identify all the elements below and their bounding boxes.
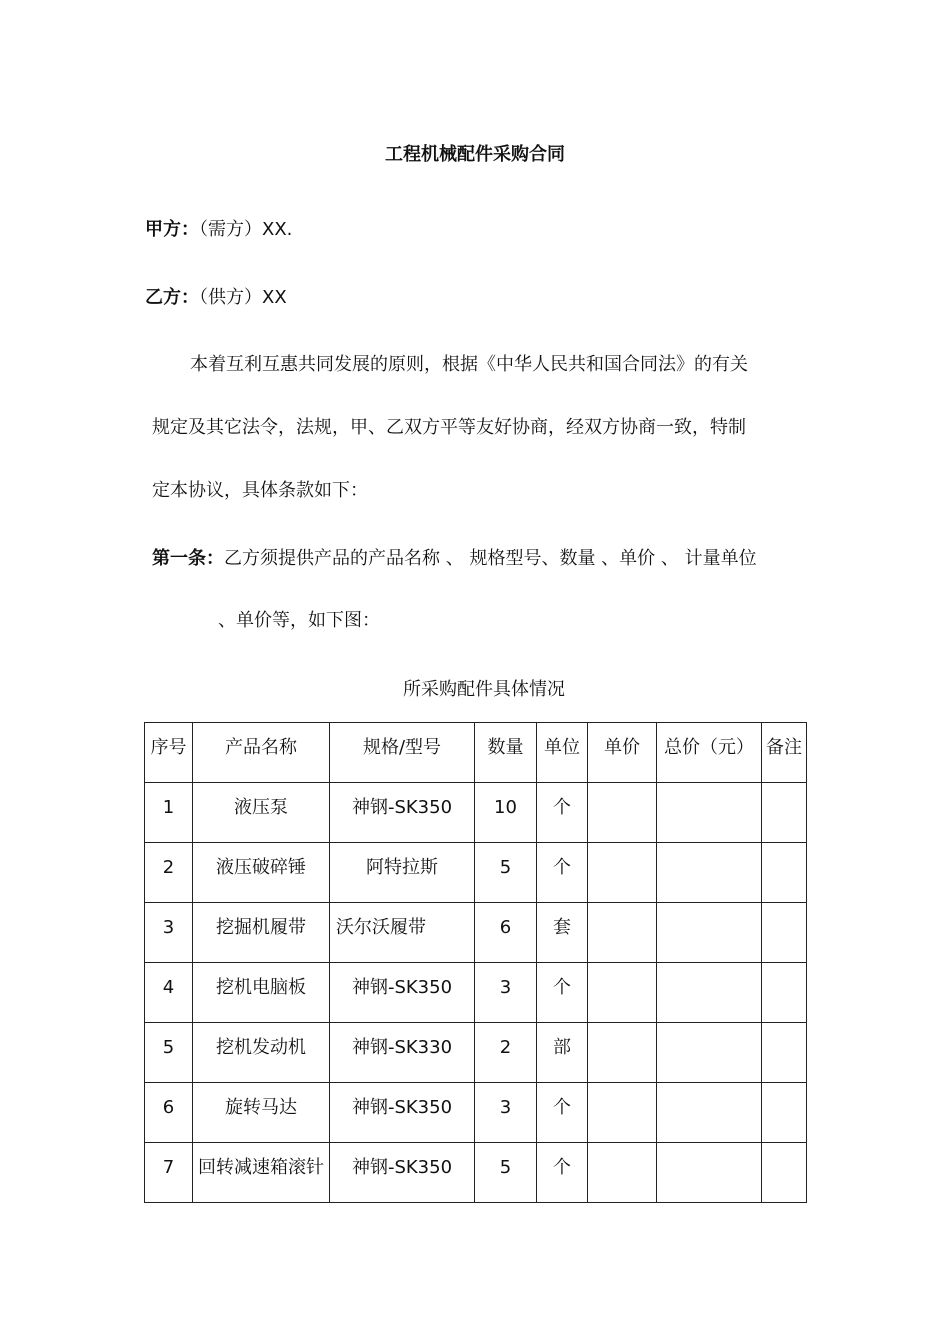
cell-text: 个 [553,1157,571,1178]
cell-text: 3 [499,1097,512,1118]
cell-text [588,963,656,979]
cell-text [657,1083,761,1099]
party-a-value: （需方）XX. [199,219,293,240]
article-1-continuation: 、单价等，如下图： [218,610,380,631]
cell-text [588,1023,656,1039]
cell-total-price [657,783,762,843]
cell-quantity [475,1143,537,1203]
article-1-text: 乙方须提供产品的产品名称 、 规格型号、数量 、单价 、 计量单位 [224,548,757,569]
cell-quantity [475,903,537,963]
cell-unit [537,963,588,1023]
party-a-label: 甲方： [145,219,199,240]
cell-unit-price [588,1083,657,1143]
article-1 [152,544,757,570]
cell-remark [762,903,807,963]
cell-text: 挖机发动机 [216,1037,306,1058]
header-label: 单价 [604,737,640,758]
cell-unit [537,843,588,903]
cell-text [657,843,761,859]
cell-text [762,1023,806,1039]
cell-text: 5 [499,857,512,878]
cell-total-price [657,843,762,903]
cell-text [762,1143,806,1159]
cell-index [145,843,193,903]
cell-text: 神钢-SK330 [351,1037,453,1058]
header-label: 总价（元） [664,737,754,758]
cell-spec [330,843,475,903]
cell-index [145,1023,193,1083]
cell-unit-price [588,1143,657,1203]
cell-unit-price [588,1023,657,1083]
cell-text: 2 [162,857,175,878]
cell-unit [537,1083,588,1143]
intro-line: 本着互利互惠共同发展的原则，根据《中华人民共和国合同法》的有关 [190,354,748,375]
table-row [145,783,807,843]
cell-unit [537,1023,588,1083]
cell-text: 沃尔沃履带 [336,917,426,938]
cell-text [762,1083,806,1099]
cell-text: 个 [553,977,571,998]
cell-unit [537,1143,588,1203]
cell-text: 4 [162,977,175,998]
header-total-price [657,723,762,783]
cell-unit-price [588,903,657,963]
cell-index [145,903,193,963]
cell-text: 3 [162,917,175,938]
cell-index [145,1083,193,1143]
cell-spec [330,783,475,843]
cell-text: 3 [499,977,512,998]
cell-text: 个 [553,1097,571,1118]
cell-text: 套 [553,917,571,938]
cell-text: 挖机电脑板 [216,977,306,998]
cell-remark [762,963,807,1023]
cell-text: 神钢-SK350 [351,1097,453,1118]
cell-text: 6 [499,917,512,938]
cell-text: 1 [162,797,175,818]
cell-text [588,903,656,919]
cell-text [657,903,761,919]
header-label: 备注 [766,737,802,758]
party-a [145,215,292,241]
cell-remark [762,1083,807,1143]
cell-text [762,843,806,859]
cell-text [762,903,806,919]
cell-text: 液压破碎锤 [216,857,306,878]
cell-index [145,963,193,1023]
header-unit [537,723,588,783]
cell-text: 阿特拉斯 [366,857,438,878]
parts-table [144,722,807,1203]
cell-text: 2 [499,1037,512,1058]
cell-text [657,783,761,799]
cell-total-price [657,963,762,1023]
cell-text [588,1143,656,1159]
table-row [145,1023,807,1083]
header-product-name [193,723,330,783]
document-title: 工程机械配件采购合同 [385,144,565,165]
cell-index [145,1143,193,1203]
party-b [145,283,287,309]
header-label: 序号 [150,737,187,758]
cell-unit-price [588,963,657,1023]
cell-product-name [193,843,330,903]
header-label: 数量 [487,737,524,758]
cell-product-name [193,963,330,1023]
cell-spec [330,1023,475,1083]
cell-quantity [475,783,537,843]
table-row [145,903,807,963]
cell-product-name [193,1143,330,1203]
cell-total-price [657,903,762,963]
cell-total-price [657,1083,762,1143]
cell-text: 部 [553,1037,571,1058]
cell-text: 挖掘机履带 [216,917,306,938]
intro-line: 定本协议，具体条款如下： [152,480,368,501]
cell-text: 10 [494,797,517,818]
cell-remark [762,1143,807,1203]
cell-unit [537,903,588,963]
cell-text: 7 [162,1157,175,1178]
cell-product-name [193,1083,330,1143]
cell-text [588,843,656,859]
header-quantity [475,723,537,783]
cell-quantity [475,1023,537,1083]
cell-text: 5 [499,1157,512,1178]
table-row [145,843,807,903]
cell-text: 5 [162,1037,175,1058]
cell-text: 6 [162,1097,175,1118]
cell-unit-price [588,783,657,843]
intro-line: 规定及其它法令，法规，甲、乙双方平等友好协商，经双方协商一致，特制 [152,417,746,438]
cell-text: 神钢-SK350 [351,977,453,998]
cell-total-price [657,1143,762,1203]
table-row [145,1083,807,1143]
cell-text: 回转减速箱滚针 [198,1157,324,1178]
header-remark [762,723,807,783]
cell-product-name [193,1023,330,1083]
cell-text: 神钢-SK350 [351,797,453,818]
cell-text [588,783,656,799]
header-spec [330,723,475,783]
cell-unit [537,783,588,843]
header-label: 规格/型号 [362,737,442,758]
cell-text [588,1083,656,1099]
cell-text [657,1023,761,1039]
cell-product-name [193,783,330,843]
table-caption: 所采购配件具体情况 [403,679,565,700]
cell-text: 液压泵 [234,797,288,818]
cell-product-name [193,903,330,963]
table-row [145,1143,807,1203]
cell-spec [330,1083,475,1143]
cell-spec [330,903,475,963]
cell-quantity [475,843,537,903]
party-b-value: （供方）XX [199,287,287,308]
cell-spec [330,963,475,1023]
cell-remark [762,783,807,843]
cell-index [145,783,193,843]
table-header-row [145,723,807,783]
cell-text: 旋转马达 [225,1097,297,1118]
header-unit-price [588,723,657,783]
header-index [145,723,193,783]
article-1-label: 第一条： [152,548,224,569]
cell-spec [330,1143,475,1203]
cell-text: 个 [553,797,571,818]
party-b-label: 乙方： [145,287,199,308]
header-label: 产品名称 [225,737,297,758]
cell-quantity [475,1083,537,1143]
cell-unit-price [588,843,657,903]
cell-text [762,963,806,979]
cell-text: 神钢-SK350 [351,1157,453,1178]
cell-text: 个 [553,857,571,878]
cell-remark [762,843,807,903]
table-row [145,963,807,1023]
header-label: 单位 [544,737,580,758]
cell-text [657,963,761,979]
cell-text [657,1143,761,1159]
cell-text [762,783,806,799]
cell-total-price [657,1023,762,1083]
cell-quantity [475,963,537,1023]
cell-remark [762,1023,807,1083]
